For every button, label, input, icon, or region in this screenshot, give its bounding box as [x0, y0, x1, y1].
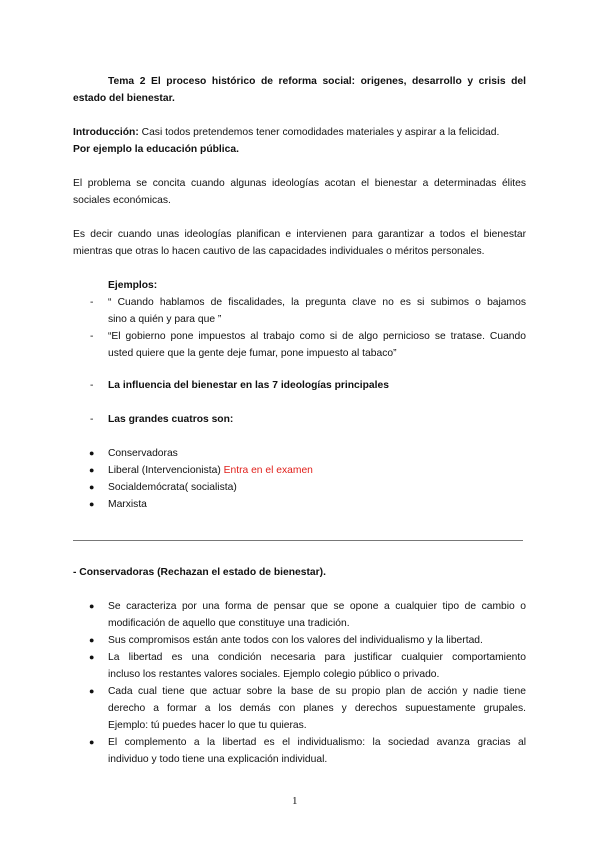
bullet-icon: ● — [89, 686, 95, 696]
intro-example: Por ejemplo la educación pública. — [73, 144, 239, 155]
bullet-icon: ● — [89, 448, 95, 458]
exam-note: Entra en el examen — [220, 465, 313, 476]
bullet-icon: ● — [89, 499, 95, 509]
bullet-icon: ● — [89, 482, 95, 492]
conservative-heading: - Conservadoras (Rechazan el estado de bienestar). — [73, 567, 326, 578]
conservative-point-1-line-1: Se caracteriza por una forma de pensar que se opone a cualquier tipo de cambio o — [108, 601, 526, 612]
example-1-line-2: sino a quién y para que ” — [108, 314, 222, 325]
dash-marker: - — [90, 297, 94, 308]
conservative-point-4-line-2: derecho a formar a los demás con planes y derechos supuestamente grupales. — [108, 703, 526, 714]
conservative-point-4-line-3: Ejemplo: tú puedes hacer lo que tu quieras. — [108, 720, 307, 731]
para1-line-1: El problema se concita cuando algunas ideologías acotan el bienestar a determinadas élites — [73, 178, 526, 189]
conservative-point-5-line-1: El complemento a la libertad es el individualismo: la sociedad avanza gracias al — [108, 737, 526, 748]
title-line-1: Tema 2 El proceso histórico de reforma social: origenes, desarrollo y crisis del — [108, 76, 526, 87]
conservative-point-3-line-1: La libertad es una condición necesaria para justificar cualquier comportamiento — [108, 652, 526, 663]
ideology-label: Liberal (Intervencionista) — [108, 465, 221, 476]
example-2-line-2: usted quiere que la gente deje fumar, pone impuesto al tabaco” — [108, 348, 397, 359]
bullet-icon: ● — [89, 737, 95, 747]
para2-line-1: Es decir cuando unas ideologías planifican e intervienen para garantizar a todos el bienestar — [73, 229, 526, 240]
example-1-line-1: “ Cuando hablamos de fiscalidades, la pregunta clave no es si subimos o bajamos — [108, 297, 526, 308]
para1-line-2: sociales económicas. — [73, 195, 171, 206]
ideology-item-socialdemocrata: Socialdemócrata( socialista) — [108, 482, 237, 493]
bullet-icon: ● — [89, 652, 95, 662]
title-line-2: estado del bienestar. — [73, 93, 175, 104]
conservative-point-5-line-2: individuo y todo tiene una explicación individual. — [108, 754, 328, 765]
dash-marker: - — [90, 380, 94, 391]
influence-heading: La influencia del bienestar en las 7 ideologías principales — [108, 380, 389, 391]
page-number: 1 — [292, 795, 298, 807]
para2-line-2: mientras que otras lo hacen cautivo de las capacidades individuales o méritos personales. — [73, 246, 485, 257]
conservative-point-2-line-1: Sus compromisos están ante todos con los valores del individualismo y la libertad. — [108, 635, 483, 646]
dash-marker: - — [90, 331, 94, 342]
ideology-item-marxista: Marxista — [108, 499, 147, 510]
intro-line — [73, 124, 499, 141]
conservative-point-1-line-2: modificación de aquello que constituye una tradición. — [108, 618, 350, 629]
dash-marker: - — [90, 414, 94, 425]
bullet-icon: ● — [89, 635, 95, 645]
examples-heading: Ejemplos: — [108, 280, 158, 291]
conservative-point-4-line-1: Cada cual tiene que actuar sobre la base de su propio plan de acción y nadie tiene — [108, 686, 526, 697]
intro-label: Introducción: — [73, 127, 139, 138]
ideology-item-conservadoras: Conservadoras — [108, 448, 178, 459]
ideology-item-liberal — [108, 462, 313, 479]
bullet-icon: ● — [89, 601, 95, 611]
horizontal-divider — [73, 540, 523, 541]
example-2-line-1: “El gobierno pone impuestos al trabajo como si de algo pernicioso se tratase. Cuando — [108, 331, 526, 342]
intro-text: Casi todos pretendemos tener comodidades materiales y aspirar a la felicidad. — [138, 127, 500, 138]
conservative-point-3-line-2: incluso los restantes valores sociales. Ejemplo colegio público o privado. — [108, 669, 440, 680]
big-four-heading: Las grandes cuatros son: — [108, 414, 234, 425]
bullet-icon: ● — [89, 465, 95, 475]
